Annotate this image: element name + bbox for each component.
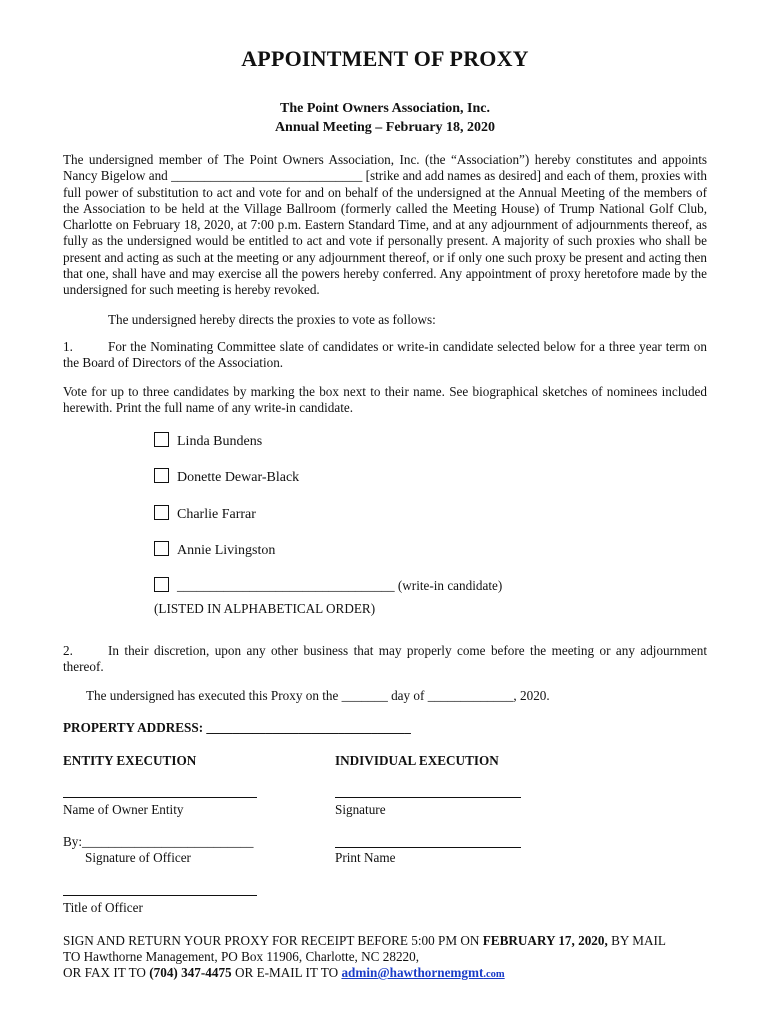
candidate-option[interactable] — [154, 505, 256, 524]
print-name-line[interactable] — [335, 847, 521, 849]
signature-label: Signature — [335, 802, 386, 817]
owner-entity-label: Name of Owner Entity — [63, 802, 184, 817]
item1-text: For the Nominating Committee slate of candidates or write-in candidate selected below for a three year term on the Board of Directors of the Association. — [63, 339, 707, 371]
footer-mail-address: TO Hawthorne Management, PO Box 11906, Charlotte, NC 28220, — [63, 949, 420, 964]
deadline-date: FEBRUARY 17, 2020, — [482, 933, 608, 948]
footer-text: OR FAX IT TO — [63, 965, 150, 980]
footer-text: OR E-MAIL IT TO — [231, 965, 342, 980]
email-tld: .com — [483, 969, 505, 980]
by-signature-line[interactable]: By:__________________________ — [63, 834, 254, 849]
checkbox[interactable] — [154, 541, 169, 556]
checkbox[interactable] — [154, 468, 169, 483]
alphabetical-note: (LISTED IN ALPHABETICAL ORDER) — [154, 601, 376, 616]
entity-execution-heading: ENTITY EXECUTION — [63, 753, 197, 768]
candidate-name: Charlie Farrar — [177, 507, 256, 522]
email-address: admin@hawthornemgmt — [341, 965, 484, 980]
candidate-name: Annie Livingston — [177, 543, 276, 558]
owner-entity-signature-line[interactable] — [63, 797, 257, 799]
print-name-label: Print Name — [335, 850, 396, 865]
candidate-name: Donette Dewar-Black — [177, 470, 300, 485]
meeting-date: Annual Meeting – February 18, 2020 — [274, 120, 496, 135]
checkbox[interactable] — [154, 577, 169, 592]
individual-execution-heading: INDIVIDUAL EXECUTION — [335, 753, 499, 768]
footer-text: BY MAIL — [607, 933, 666, 948]
vote-instructions: Vote for up to three candidates by marking the box next to their name. See biographical sketches of nominees included herewith. Print the full name of any write-in candidate. — [63, 384, 707, 416]
executed-line[interactable]: The undersigned has executed this Proxy on the _______ day of _____________, 2020. — [86, 688, 550, 703]
footer-return-instructions — [63, 933, 666, 949]
fax-number: (704) 347-4475 — [149, 965, 232, 980]
candidate-option[interactable] — [154, 432, 262, 451]
signature-line[interactable] — [335, 797, 521, 799]
candidate-option[interactable] — [154, 468, 299, 487]
signature-of-officer-label: Signature of Officer — [85, 850, 191, 865]
title-of-officer-label: Title of Officer — [63, 900, 143, 915]
email-link[interactable] — [341, 965, 504, 980]
item2-number: 2. — [63, 643, 73, 658]
intro-paragraph: The undersigned member of The Point Owners Association, Inc. (the “Association”) hereby constitutes and appoints Nancy Bigelow and _____________________________ [strike and add names as desired] and each of them, proxies with full power of substitution to act and vote for and on behalf of the undersigned at the Annual Meeting of the members of the Association to be held at the Village Ballroom (formerly called the Meeting House) of Trump National Golf Club, Charlotte on February 18, 2020, at 7:00 p.m. Eastern Standard Time, and at any adjournment of adjournments thereof, as fully as the undersigned would be entitled to act and vote if personally present. A majority of such proxies who shall be present and acting as such at the meeting or any adjournment thereof, or if only one such proxy be present and acting then that one, shall have and may exercise all the powers hereby conferred. Any appointment of proxy heretofore made by the undersigned for such meeting is hereby revoked. — [63, 152, 707, 298]
candidate-name: Linda Bundens — [177, 434, 263, 449]
document-title: APPOINTMENT OF PROXY — [241, 46, 529, 71]
item2-text: In their discretion, upon any other business that may properly come before the meeting or any adjournment thereof. — [63, 643, 707, 675]
candidate-option[interactable] — [154, 541, 275, 560]
footer-text: SIGN AND RETURN YOUR PROXY FOR RECEIPT BEFORE 5:00 PM ON — [63, 933, 483, 948]
directs-line: The undersigned hereby directs the proxies to vote as follows: — [108, 312, 436, 327]
write-in-option[interactable] — [154, 577, 502, 595]
association-name: The Point Owners Association, Inc. — [279, 101, 490, 116]
footer-fax-email — [63, 965, 505, 983]
title-of-officer-line[interactable] — [63, 895, 257, 897]
checkbox[interactable] — [154, 432, 169, 447]
write-in-field[interactable]: _________________________________ (write-in candidate) — [177, 578, 503, 593]
property-address-line[interactable]: PROPERTY ADDRESS: _______________________________ — [63, 720, 411, 735]
checkbox[interactable] — [154, 505, 169, 520]
item1-number: 1. — [63, 339, 73, 354]
